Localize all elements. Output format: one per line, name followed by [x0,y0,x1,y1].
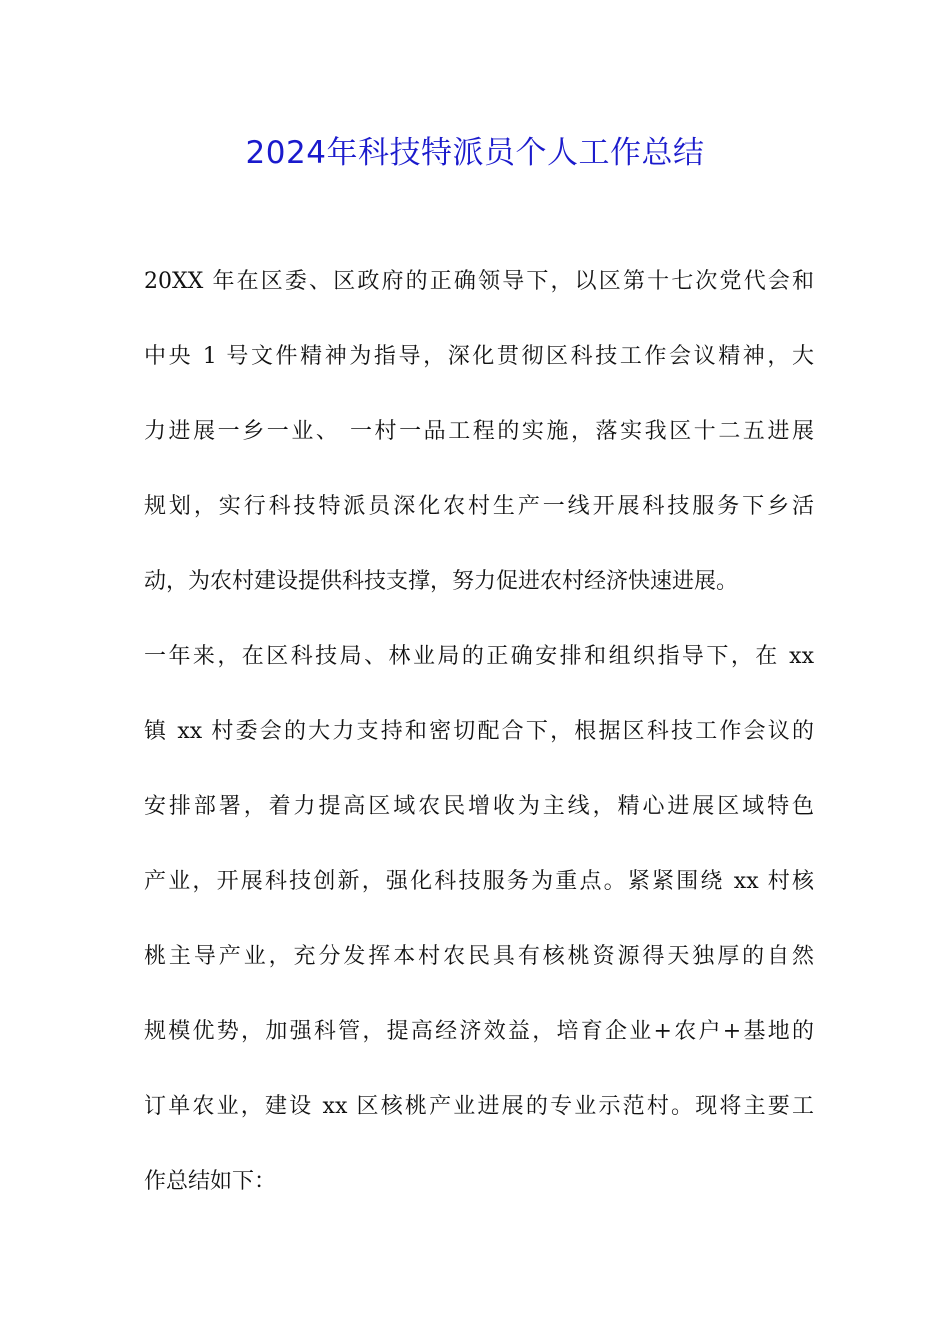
body-line-10: 桃主导产业，充分发挥本村农民具有核桃资源得天独厚的自然 [144,944,814,969]
body-line-2: 中央 1 号文件精神为指导，深化贯彻区科技工作会议精神，大 [144,344,814,369]
body-line-13: 作总结如下： [144,1169,277,1194]
body-line-5: 动，为农村建设提供科技支撑，努力促进农村经济快速进展。 [144,569,739,594]
document-title: 2024年科技特派员个人工作总结 [245,135,705,171]
body-line-12: 订单农业，建设 xx 区核桃产业进展的专业示范村。现将主要工 [144,1094,814,1119]
body-line-11: 规模优势，加强科管，提高经济效益，培育企业+农户+基地的 [144,1019,814,1044]
body-line-3: 力进展一乡一业、 一村一品工程的实施，落实我区十二五进展 [144,419,814,444]
body-line-4: 规划，实行科技特派员深化农村生产一线开展科技服务下乡活 [144,494,814,519]
body-line-1: 20XX 年在区委、区政府的正确领导下，以区第十七次党代会和 [144,269,814,294]
body-line-9: 产业，开展科技创新，强化科技服务为重点。紧紧围绕 xx 村核 [144,869,814,894]
body-line-7: 镇 xx 村委会的大力支持和密切配合下，根据区科技工作会议的 [144,719,814,744]
body-line-8: 安排部署，着力提高区域农民增收为主线，精心进展区域特色 [144,794,814,819]
body-line-6: 一年来，在区科技局、林业局的正确安排和组织指导下，在 xx [144,644,814,669]
